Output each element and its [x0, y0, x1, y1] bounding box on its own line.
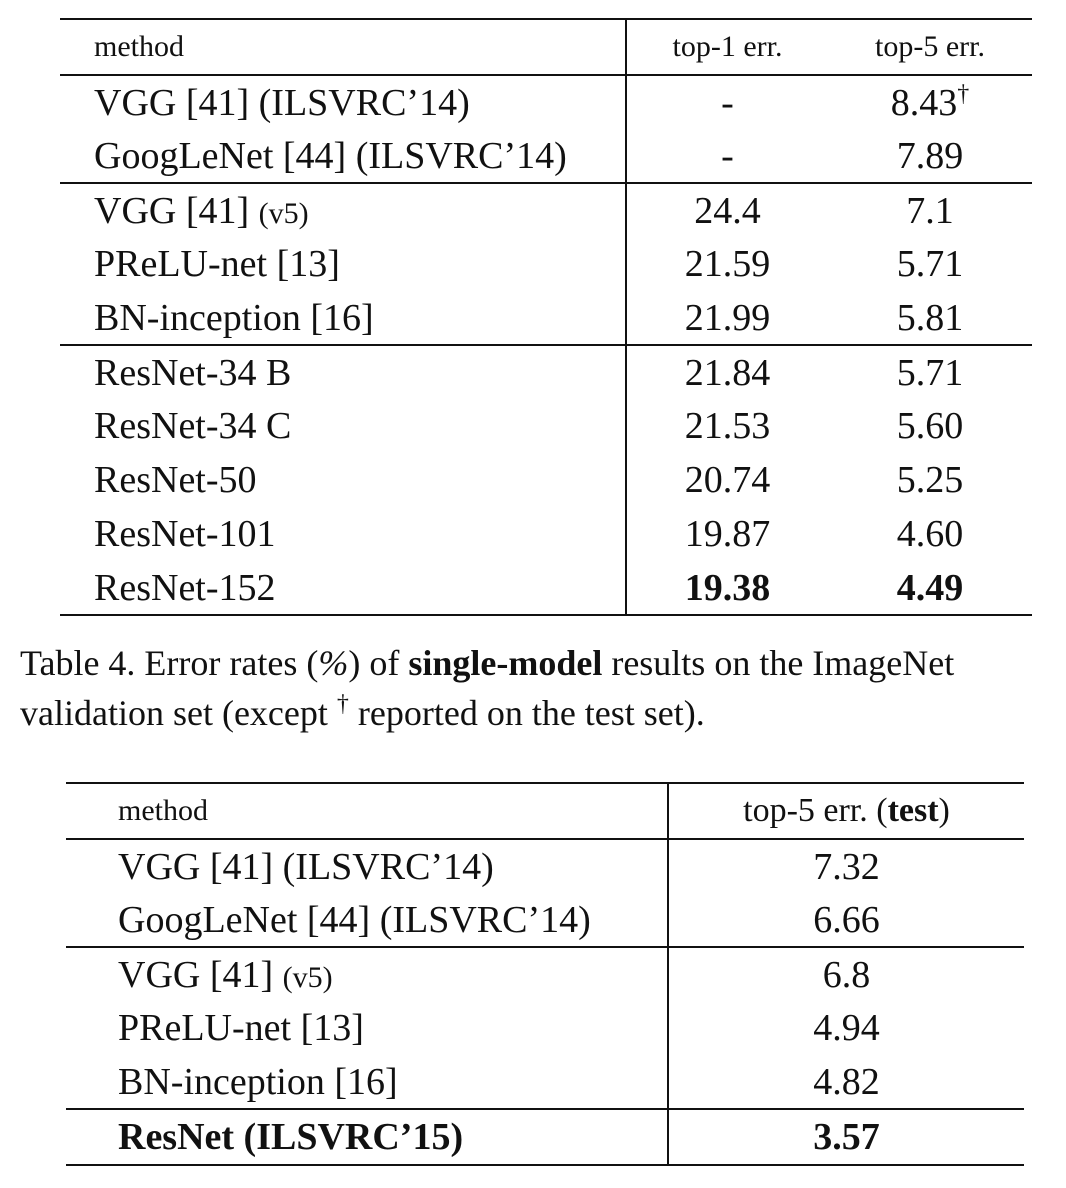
top5-cell: 5.81: [896, 296, 964, 339]
table-row: [60, 399, 1032, 453]
method-cell: ResNet-50: [94, 459, 257, 501]
caption-line2-end: reported on the test set).: [348, 693, 705, 733]
top1-cell: 21.53: [626, 399, 828, 453]
top1-cell: 21.59: [626, 237, 828, 291]
top1-cell: 24.4: [626, 183, 828, 237]
top5-cell: 5.60: [896, 405, 964, 447]
top5-cell: 4.94: [668, 1001, 1024, 1055]
table-5: [66, 782, 1024, 1166]
caption-line2-start: validation set (except: [20, 693, 337, 733]
header-top5-prefix: top-5 err. (: [743, 792, 888, 829]
method-cell: ResNet-152: [94, 566, 276, 609]
method-version: (v5): [282, 960, 333, 994]
method-cell: ResNet-101: [94, 513, 276, 555]
top1-cell: 21.84: [626, 345, 828, 399]
method-cell: GoogLeNet [44] (ILSVRC’14): [94, 134, 567, 177]
method-cell: BN-inception [16]: [94, 296, 374, 339]
method-cell: [60, 183, 626, 237]
top5-cell: 4.60: [896, 513, 964, 555]
header-method: method: [94, 30, 184, 63]
top5-cell: 6.8: [668, 947, 1024, 1001]
caption-prefix: Table 4. Error rates (: [20, 643, 319, 683]
method-cell: ResNet-34 B: [94, 351, 292, 394]
table-row: [60, 507, 1032, 561]
table-row: [66, 1109, 1024, 1165]
top5-cell: 5.71: [896, 243, 964, 285]
table-row: [66, 839, 1024, 893]
table-row: [60, 237, 1032, 291]
header-top5-suffix: ): [938, 792, 950, 829]
dagger-mark: †: [957, 80, 970, 107]
top1-cell: 19.87: [626, 507, 828, 561]
method-cell: GoogLeNet [44] (ILSVRC’14): [118, 898, 591, 941]
top5-cell: 5.25: [896, 459, 964, 501]
table-row: [60, 345, 1032, 399]
method-cell: ResNet-34 C: [94, 405, 292, 447]
top5-cell: 7.1: [906, 189, 954, 232]
top5-cell: 5.71: [896, 351, 964, 394]
caption-line-1: [20, 638, 1066, 688]
table-caption: [20, 638, 1066, 738]
top5-cell: 7.89: [896, 134, 964, 177]
top5-cell: 3.57: [668, 1109, 1024, 1165]
top1-cell: 20.74: [626, 453, 828, 507]
header-top5: [668, 783, 1024, 839]
method-name: VGG [41]: [118, 953, 274, 996]
table-row: [60, 75, 1032, 129]
table-row: [60, 561, 1032, 615]
table-header-row: [60, 19, 1032, 75]
table-4: [60, 18, 1032, 616]
top5-cell: [828, 75, 1032, 129]
caption-bold: single-model: [408, 643, 603, 683]
header-top5-bold: test: [887, 792, 939, 829]
table-row: [60, 183, 1032, 237]
top5-value: 8.43: [890, 81, 958, 124]
header-top5: top-5 err.: [875, 30, 985, 63]
top1-cell: 19.38: [626, 561, 828, 615]
top1-cell: -: [626, 129, 828, 183]
table-row: [66, 1001, 1024, 1055]
method-cell: ResNet (ILSVRC’15): [118, 1116, 464, 1158]
table-row: [66, 893, 1024, 947]
method-cell: BN-inception [16]: [118, 1060, 398, 1103]
header-method: method: [118, 794, 208, 827]
table-header-row: [66, 783, 1024, 839]
top1-cell: 21.99: [626, 291, 828, 345]
table-row: [66, 947, 1024, 1001]
caption-percent: %: [318, 643, 349, 683]
top1-cell: -: [626, 75, 828, 129]
method-cell: [66, 947, 668, 1001]
table-row: [60, 129, 1032, 183]
caption-dagger: †: [336, 691, 349, 717]
method-version: (v5): [258, 196, 309, 230]
method-cell: PReLU-net [13]: [94, 243, 340, 285]
caption-rest: results on the ImageNet: [602, 643, 955, 683]
caption-mid: ) of: [348, 643, 409, 683]
table-row: [60, 291, 1032, 345]
table-row: [60, 453, 1032, 507]
top5-cell: 7.32: [668, 839, 1024, 893]
table-row: [66, 1055, 1024, 1109]
method-cell: VGG [41] (ILSVRC’14): [94, 81, 470, 124]
top5-cell: 4.49: [896, 566, 964, 609]
caption-line-2: [20, 688, 1066, 738]
header-top1: top-1 err.: [626, 19, 828, 75]
method-cell: VGG [41] (ILSVRC’14): [118, 845, 494, 888]
method-name: VGG [41]: [94, 189, 250, 232]
top5-cell: 6.66: [668, 893, 1024, 947]
method-cell: PReLU-net [13]: [118, 1007, 364, 1049]
top5-cell: 4.82: [668, 1055, 1024, 1109]
